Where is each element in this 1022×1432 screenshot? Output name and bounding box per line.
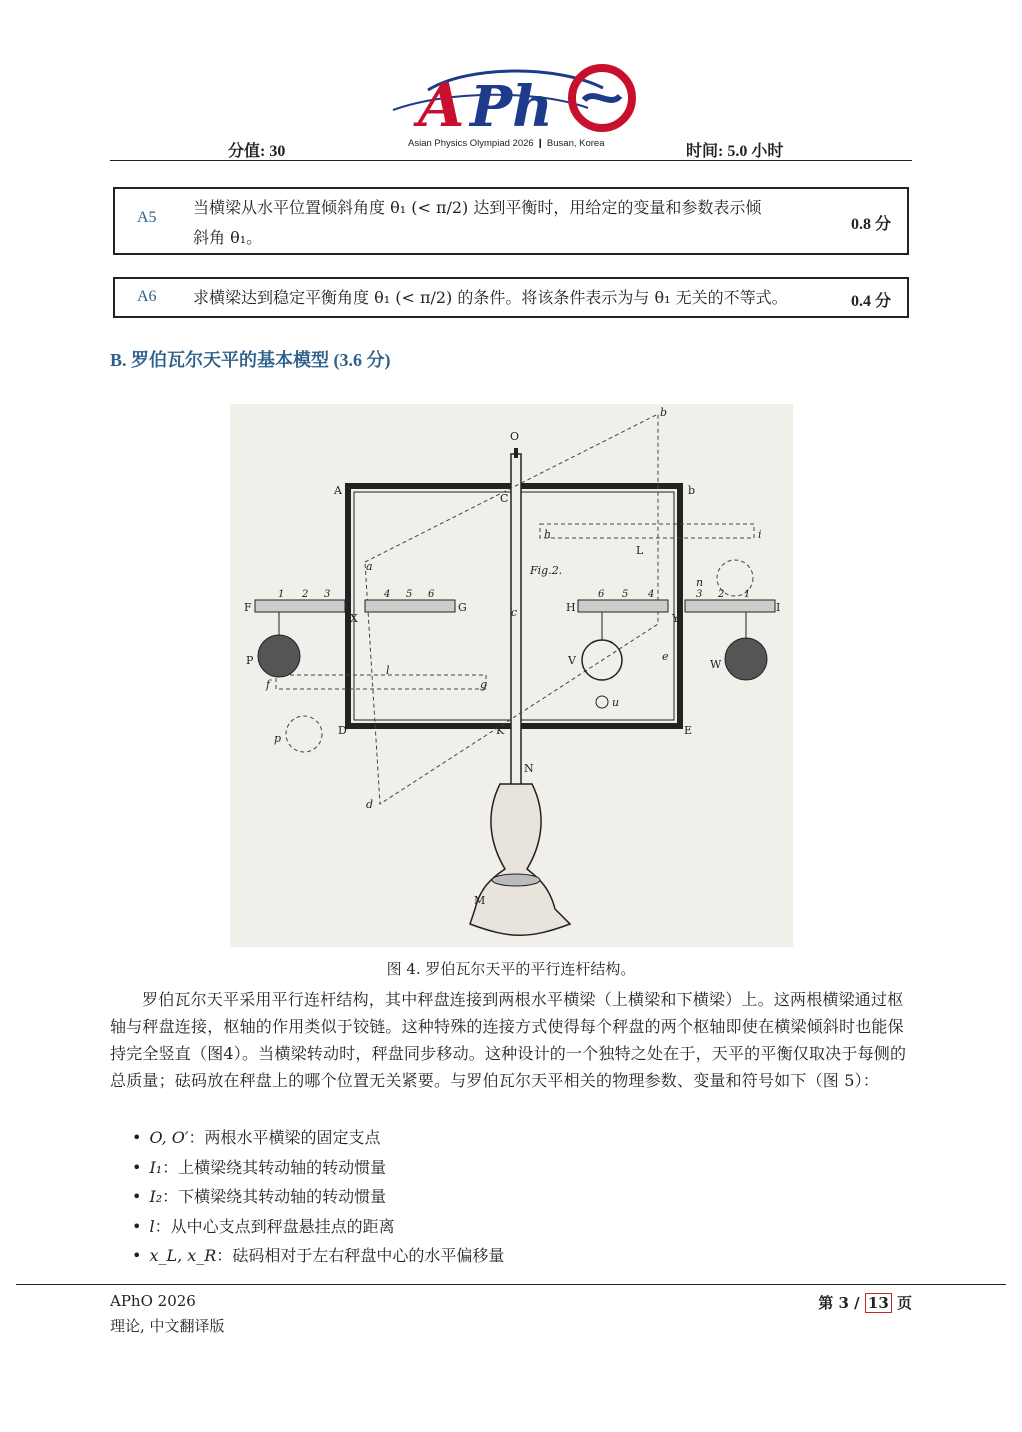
label-Y: Y <box>672 612 680 625</box>
task-id: A6 <box>137 288 157 305</box>
figure-caption: 图 4. 罗伯瓦尔天平的平行连杆结构。 <box>386 960 636 978</box>
header-divider <box>110 160 912 161</box>
symbol: O, O′ <box>149 1128 189 1147</box>
task-a5-box <box>113 187 909 255</box>
label-d: d <box>366 798 374 811</box>
footer-divider <box>16 1284 1006 1285</box>
list-item <box>132 1123 912 1153</box>
scale-num: 3 <box>696 589 703 600</box>
label-f: f <box>266 678 271 691</box>
task-points: 0.4 分 <box>850 293 891 310</box>
label-C: C <box>500 492 509 505</box>
symbol: l <box>149 1216 155 1236</box>
list-item <box>132 1241 912 1271</box>
symbol-desc: ：上横梁绕其转动轴的转动惯量 <box>162 1157 387 1177</box>
page-suffix: 页 <box>891 1294 912 1312</box>
task-a6-box <box>113 277 909 318</box>
footer-event: APhO 2026 <box>110 1292 196 1310</box>
label-L: L <box>636 544 644 557</box>
page-total-link[interactable]: 13 <box>865 1293 892 1313</box>
label-F: F <box>244 601 252 614</box>
task-id: A5 <box>137 209 157 226</box>
list-item <box>132 1212 912 1242</box>
symbol: x_L, x_R <box>149 1246 217 1265</box>
label-a: a <box>366 560 373 573</box>
label-c: c <box>511 606 518 619</box>
list-item <box>132 1153 912 1183</box>
body-paragraph: 罗伯瓦尔天平采用平行连杆结构，其中秤盘连接到两根水平横梁（上横梁和下横梁）上。这两根横梁通过枢轴与秤盘连接，枢轴的作用类似于铰链。这种特殊的连接方式使得每个秤盘的两个枢轴即使在横梁倾斜时也能保持完全竖直（图4）。当横梁转动时，秤盘同步移动。这种设计的一个独特之处在于，天平的平衡仅取决于每侧的总质量；砝码放在秤盘上的哪个位置无关紧要。与罗伯瓦尔天平相关的物理参数、变量和符号如下（图 5）： <box>110 990 907 1090</box>
symbol-desc: ：下横梁绕其转动轴的转动惯量 <box>162 1187 387 1206</box>
page-number <box>818 1292 912 1313</box>
scale-num: 4 <box>648 589 655 600</box>
label-O: O <box>510 430 520 443</box>
symbol-desc: ：两根水平横梁的固定支点 <box>188 1128 381 1147</box>
score-label: 分值: 30 <box>228 143 286 160</box>
task-text-line-2: 斜角 θ₁。 <box>193 228 263 247</box>
svg-text:Ph: Ph <box>470 74 553 140</box>
footer-version: 理论, 中文翻译版 <box>110 1317 225 1335</box>
task-text <box>193 193 761 253</box>
apho-logo <box>388 60 638 148</box>
label-K: K <box>496 724 505 737</box>
label-b-dashed: b <box>660 406 668 419</box>
scale-num: 2 <box>718 589 725 600</box>
symbol-list <box>132 1123 912 1271</box>
label-h: h <box>544 528 552 541</box>
label-P: P <box>246 654 254 667</box>
logo-subtitle: Asian Physics Olympiad 2026 ❙ Busan, Korea <box>408 138 605 148</box>
symbol-desc: ：从中心支点到秤盘悬挂点的距离 <box>154 1216 395 1236</box>
label-l: l <box>386 664 390 677</box>
label-G: G <box>458 601 467 614</box>
label-N: N <box>524 762 534 775</box>
time-label: 时间: 5.0 小时 <box>686 143 784 160</box>
scale-num: 6 <box>598 589 605 600</box>
label-D: D <box>338 724 347 737</box>
scale-num: 5 <box>406 589 413 600</box>
label-E: E <box>684 724 693 737</box>
svg-text:A: A <box>418 71 465 141</box>
label-M: M <box>474 894 486 907</box>
label-u: u <box>612 696 620 709</box>
task-text-line-1: 当横梁从水平位置倾斜角度 θ₁ (< π/2) 达到平衡时，用给定的变量和参数表示倾 <box>193 198 762 217</box>
task-text: 求横梁达到稳定平衡角度 θ₁ (< π/2) 的条件。将该条件表示为与 θ₁ 无关的不等式。 <box>193 288 788 307</box>
symbol-desc: ：砝码相对于左右秤盘中心的水平偏移量 <box>216 1246 505 1265</box>
label-X: X <box>350 612 358 625</box>
scale-num: 1 <box>744 589 751 600</box>
label-W: W <box>710 658 722 671</box>
label-A: A <box>334 484 342 497</box>
label-n: n <box>696 576 704 589</box>
label-i: i <box>758 528 762 541</box>
label-g: g <box>480 678 488 691</box>
label-V: V <box>568 654 576 667</box>
label-e: e <box>662 650 669 663</box>
scale-num: 3 <box>324 589 331 600</box>
symbol: I₁ <box>149 1157 163 1177</box>
label-H: H <box>566 601 576 614</box>
section-title: B. 罗伯瓦尔天平的基本模型 (3.6 分) <box>110 350 391 370</box>
label-p: p <box>274 732 282 745</box>
page-prefix: 第 3 / <box>818 1294 865 1312</box>
scale-num: 4 <box>384 589 391 600</box>
roberval-balance-figure <box>230 404 793 947</box>
scale-num: 5 <box>622 589 629 600</box>
label-fig2: Fig.2. <box>530 564 563 577</box>
label-I: I <box>776 601 781 614</box>
scale-num: 2 <box>302 589 309 600</box>
scale-num: 1 <box>278 589 285 600</box>
scale-num: 6 <box>428 589 435 600</box>
list-item <box>132 1182 912 1212</box>
task-points: 0.8 分 <box>850 216 891 233</box>
symbol: I₂ <box>149 1187 163 1206</box>
label-b: b <box>688 484 696 497</box>
